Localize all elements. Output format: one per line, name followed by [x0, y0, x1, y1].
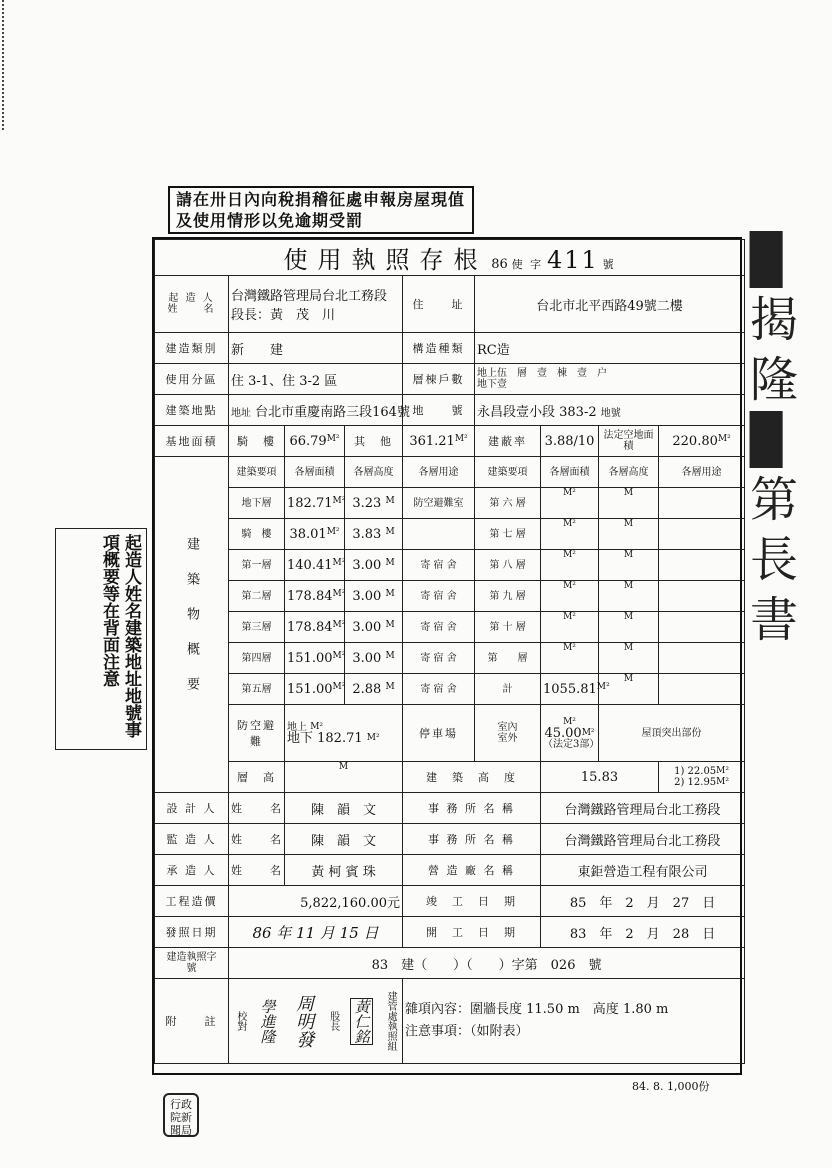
complete-value: 85 年 2 月 27 日: [541, 886, 745, 917]
building-height-label: 建 築 高 度: [403, 762, 541, 793]
floor-row: 第五層 $151.00^{M^2}$ 2.88 $^M$ 寄 宿 舍 計 $1055.81^{M^2}$ M: [155, 674, 745, 705]
col-area-left: 各層面積: [285, 457, 345, 488]
owner-value: 台灣鐵路管理局台北工務段 段長：黃 茂 川: [229, 276, 403, 333]
coverage-value: 3.88/10: [541, 426, 599, 457]
floor-height-unit: M: [285, 762, 403, 793]
sign-name-3: 黃仁銘: [350, 998, 373, 1045]
remarks-label: 附 註: [155, 979, 229, 1064]
start-label: 開 工 日 期: [403, 917, 541, 948]
address-label: 住 址: [403, 276, 475, 333]
floors-value: 地上伍 層 壹 棟 壹 户 地下壹: [475, 364, 745, 395]
arcade-area: $66.79^{M^2}$: [285, 426, 345, 457]
sign-name-1: 學進隆: [258, 998, 277, 1044]
floor-row: 地下層 $182.71^{M^2}$ 3.23 $^M$ 防空避難室 第 六 層 M² M: [155, 488, 745, 519]
parking-value: M² $45.00^{M^2}$ （法定3部）: [541, 705, 599, 762]
lot-value: [475, 395, 745, 426]
designer-label: 設 計 人: [155, 793, 229, 824]
remarks-value: 雜項內容：圍牆長度 11.50 m 高度 1.80 m 注意事項：（如附表）: [403, 979, 745, 1064]
designer-office-label: 事 務 所 名 稱: [403, 793, 541, 824]
coverage-label: 建蔽率: [475, 426, 541, 457]
site-value: [229, 395, 410, 426]
other-area: $361.21^{M^2}$: [403, 426, 475, 457]
shelter-label: 防空避難: [229, 705, 285, 762]
permit-ref-value: 83 建（ ）（ ）字第 026 號: [229, 948, 745, 979]
sign-stamp: 建管處執照組: [385, 991, 397, 1051]
owner-label: 起 造 人 姓 名: [155, 276, 229, 333]
page-title: 使用執照存根: [283, 246, 488, 274]
supervisor-value: 陳 韻 文: [285, 824, 403, 855]
permit-ref-label: 建造執照字 號: [155, 948, 229, 979]
zoning-label: 使用分區: [155, 364, 229, 395]
seal-stamp: 行政院新聞局: [163, 1093, 199, 1137]
lot-label: 地 號: [403, 395, 475, 426]
print-footnote: 84. 8. 1,000份: [632, 1080, 710, 1093]
structure-value: RC造: [475, 333, 745, 364]
tax-notice-stamp: 請在卅日內向稅捐稽征處申報房屋現值及使用情形以免逾期受罰: [168, 186, 474, 234]
supervisor-office-label: 事 務 所 名 稱: [403, 824, 541, 855]
site-label: 建築地點: [155, 395, 229, 426]
signature-block: [229, 979, 403, 1064]
permit-sheet: [152, 237, 742, 1075]
col-height-right: 各層高度: [599, 457, 659, 488]
issue-value: 86 年 11 月 15 日: [229, 917, 403, 948]
col-item-left: 建築要項: [229, 457, 285, 488]
supervisor-label: 監 造 人: [155, 824, 229, 855]
floor-row: 第三層 $178.84^{M^2}$ 3.00 $^M$ 寄 宿 舍 第 十 層 M² M: [155, 612, 745, 643]
lot-suffix: 地號: [600, 407, 621, 419]
scan-edge-dots: [2, 0, 8, 130]
factory-label: 營 造 廠 名 稱: [403, 855, 541, 886]
address-value: 台北市北平西路49號二樓: [475, 276, 745, 333]
col-height-left: 各層高度: [345, 457, 403, 488]
permit-table: [154, 239, 745, 1064]
supervisor-office-value: 台灣鐵路管理局台北工務段: [541, 824, 745, 855]
designer-value: 陳 韻 文: [285, 793, 403, 824]
sign-check-label: 校對: [234, 1011, 246, 1031]
shelter-value: 地上 M² 地下 182.71 $^{M^2}$: [285, 705, 403, 762]
side-notice-box: 起造人姓名建築地址地號事項概要等在背面注意: [55, 528, 147, 750]
col-item-right: 建築要項: [475, 457, 541, 488]
col-area-right: 各層面積: [541, 457, 599, 488]
right-margin-stamp: ▉ 揭 隆 ▉ 第 長 書: [750, 232, 799, 648]
permit-suffix: 號: [602, 258, 616, 271]
build-type-label: 建造類別: [155, 333, 229, 364]
factory-value: 東鉅營造工程有限公司: [541, 855, 745, 886]
build-type-value: 新 建: [229, 333, 403, 364]
building-height-value: 15.83: [541, 762, 659, 793]
arcade-label: 騎 樓: [229, 426, 285, 457]
title-cell: [155, 240, 745, 276]
permit-no: 411: [546, 246, 599, 274]
zoning-value: 住 3-1、住 3-2 區: [229, 364, 403, 395]
supervisor-name-label: 姓 名: [229, 824, 285, 855]
legal-open-value: $220.80^{M^2}$: [659, 426, 745, 457]
roof-values: 1) 22.05M² 2) 12.95M²: [659, 762, 745, 793]
parking-label: 停車場: [403, 705, 475, 762]
start-value: 83 年 2 月 28 日: [541, 917, 745, 948]
issue-label: 發照日期: [155, 917, 229, 948]
floor-row: 第一層 $140.41^{M^2}$ 3.00 $^M$ 寄 宿 舍 第 八 層 M² M: [155, 550, 745, 581]
cost-label: 工程造價: [155, 886, 229, 917]
total-area: $1055.81^{M^2}$: [541, 674, 599, 705]
floor-row: 第四層 $151.00^{M^2}$ 3.00 $^M$ 寄 宿 舍 第 層 M² M: [155, 643, 745, 674]
designer-office-value: 台灣鐵路管理局台北工務段: [541, 793, 745, 824]
permit-year: 86: [491, 257, 508, 272]
overview-label: 建築物概要: [155, 457, 229, 793]
contractor-value: 黃 柯 賓 珠: [285, 855, 403, 886]
floor-row: 騎 樓 $38.01^{M^2}$ 3.83 $^M$ 第 七 層 M² M: [155, 519, 745, 550]
designer-name-label: 姓 名: [229, 793, 285, 824]
col-use-left: 各層用途: [403, 457, 475, 488]
floor-row: 第二層 $178.84^{M^2}$ 3.00 $^M$ 寄 宿 舍 第 九 層 M² M: [155, 581, 745, 612]
col-use-right: 各層用途: [659, 457, 745, 488]
site-prefix: 地址: [231, 407, 251, 419]
roof-label: 屋頂突出部份: [599, 705, 745, 762]
cost-value: 5,822,160.00元: [229, 886, 403, 917]
complete-label: 竣 工 日 期: [403, 886, 541, 917]
legal-open-label: 法定空地面積: [599, 426, 659, 457]
area-label: 基地面積: [155, 426, 229, 457]
structure-label: 構造種類: [403, 333, 475, 364]
contractor-label: 承 造 人: [155, 855, 229, 886]
floor-height-label: 層 高: [229, 762, 285, 793]
site-address: 台北市重慶南路三段164號: [255, 404, 410, 420]
permit-char: 使 字: [511, 258, 544, 271]
parking-type: 室內 室外: [475, 705, 541, 762]
sign-name-2: 周明發: [293, 994, 315, 1048]
sign-chief-label: 股長: [327, 1011, 339, 1031]
other-label: 其 他: [345, 426, 403, 457]
lot-number: 永昌段壹小段 383-2: [477, 404, 597, 420]
contractor-name-label: 姓 名: [229, 855, 285, 886]
floors-label: 層棟戶數: [403, 364, 475, 395]
